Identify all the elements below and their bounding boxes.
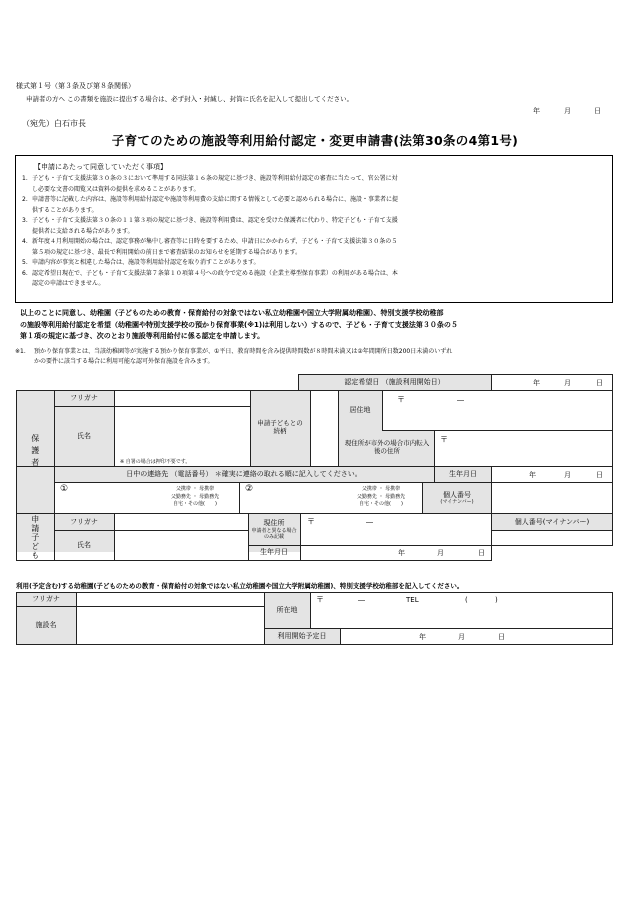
guardian-birth-year: 年 — [529, 471, 536, 479]
contact-2-type-options[interactable]: 父携帯 ・ 母携帯 父勤務先 ・ 母勤務先 自宅・その他( ) — [356, 486, 406, 507]
guardian-number-label: 個人番号 (マイナンバー) — [440, 490, 474, 506]
relation-label: 申請子どもとの続柄 — [257, 419, 303, 435]
desired-date-label: 認定希望日 （施設利用開始日） — [344, 377, 445, 386]
facility-furigana-field[interactable] — [77, 593, 264, 606]
facility-postal-dash: ― — [358, 596, 365, 604]
outside-city-label: 現住所が市外の場合市内転入後の住所 — [344, 439, 430, 455]
desired-date-month: 月 — [564, 379, 571, 387]
consent-item: 5. 申請内容が事実と相違した場合は、施設等利用給付認定を取り消すことがあります。 — [22, 259, 260, 266]
start-date-field[interactable] — [341, 629, 612, 644]
facility-tel-paren-close: ) — [495, 596, 498, 604]
start-date-label: 利用開始予定日 — [277, 631, 327, 640]
child-birth-label: 生年月日 — [260, 548, 288, 557]
child-number-label: 個人番号(マイナンバー) — [514, 517, 590, 526]
child-birth-year: 年 — [398, 549, 405, 557]
consent-item: 4. 新年度４月利用開始の場合は、認定事務が集中し審査等に日時を要するため、申請日にかかわらず、子ども・子育て支援法第３０条の５ 第５項の規定に基づき、最長で利用開始の前日まで審査結果のお知らせを延期する場合があります。 — [22, 238, 398, 256]
date-month: 月 — [564, 107, 571, 115]
instruction-text: 申請者の方へ この書類を施設に提出する場合は、必ず封入・封緘し、封筒に氏名を記入して提出してください。 — [26, 95, 354, 103]
addressee: （宛先）白石市長 — [22, 119, 86, 128]
start-date-year: 年 — [419, 633, 426, 641]
consent-item: 1. 子ども・子育て支援法第３０条の３において準用する同法第１６条の規定に基づき、施設等利用給付認定の審査に当たって、官公署に対 し必要な文書の閲覧又は資料の提供を求めることがあります。 — [22, 175, 398, 193]
desired-date-year: 年 — [533, 379, 540, 387]
child-postal-dash: ― — [366, 518, 373, 526]
guardian-label: 保護者 — [30, 434, 40, 470]
child-address-label: 現住所 申請者と異なる場合のみ記載 — [251, 519, 297, 540]
postal-mark-2: 〒 — [440, 435, 448, 444]
signature-note: ※ 自署の場合は押印不要です。 — [120, 459, 191, 465]
postal-dash: ― — [457, 396, 464, 404]
facility-header: 利用(予定含む)する幼稚園(子どものための教育・保育給付の対象ではない私立幼稚園や国立大学附属幼稚園)、特別支援学校幼稚部を記入してください。 — [16, 582, 464, 590]
facility-location-label: 所在地 — [276, 605, 298, 614]
address-label: 居住地 — [349, 405, 371, 414]
consent-heading: 【申請にあたって同意していただく事項】 — [34, 163, 167, 171]
start-date-day: 日 — [498, 633, 505, 641]
consent-item: 2. 申請書等に記載した内容は、施設等利用給付認定や施設等利用費の支給に関する情報として必要と認められる場合に、施設・事業者に提 供することがあります。 — [22, 196, 399, 214]
child-postal-mark: 〒 — [307, 517, 315, 526]
facility-furigana-label: フリガナ — [32, 594, 60, 603]
contact-1-type-options[interactable]: 父携帯 ・ 母携帯 父勤務先 ・ 母勤務先 自宅・その他( ) — [170, 486, 220, 507]
child-name-label: 氏名 — [77, 540, 91, 549]
date-year: 年 — [533, 107, 540, 115]
agreement-note: ※1. 預かり保育事業とは、当該幼稚園等が実施する預かり保育事業が、①平日、教育時間を含み提供時間数が８時間未満又は②年間開所日数200日未満のいずれ かの要件に該当する場合に利用可能な認可外保育施設を含みます。 — [15, 348, 453, 365]
facility-name-field[interactable] — [77, 607, 264, 644]
consent-item: 6. 認定希望日現在で、子ども・子育て支援法第７条第１０項第４号への政令で定める施設（企業主導型保育事業）の利用がある場合は、本 認定の申請はできません。 — [22, 269, 398, 287]
guardian-birth-label: 生年月日 — [449, 469, 477, 478]
postal-mark: 〒 — [397, 395, 405, 404]
child-furigana-label: フリガナ — [70, 517, 98, 526]
agreement-text: 以上のことに同意し、幼稚園（子どものための教育・保育給付の対象ではない私立幼稚園や国立大学附属幼稚園）、特別支援学校幼稚部 の施設等利用給付認定を希望（幼稚園や特別支援学校の預かり保育事業(※1)は利用しない）するので、子ども・子育て支援法第３０条の５ 第１項の規定に基づき、次のとおり施設等利用給付に係る認定を申請します。 — [20, 309, 458, 340]
child-label: 申請子ども — [30, 514, 40, 560]
facility-location-field[interactable] — [311, 593, 612, 628]
child-birth-day: 日 — [478, 549, 485, 557]
contact-2-number: ② — [245, 484, 254, 494]
facility-postal-mark: 〒 — [316, 595, 324, 604]
guardian-birth-day: 日 — [596, 471, 603, 479]
guardian-birth-month: 月 — [564, 471, 571, 479]
guardian-furigana-label: フリガナ — [70, 393, 98, 402]
form-title: 子育てのための施設等利用給付認定・変更申請書(法第30条の4第1号) — [111, 133, 519, 148]
date-day: 日 — [594, 107, 601, 115]
contact-1-number: ① — [60, 484, 69, 494]
daytime-contact-label: 日中の連絡先 （電話番号） ＊確実に連絡の取れる順に記入してください。 — [126, 469, 362, 478]
desired-date-day: 日 — [596, 379, 603, 387]
child-birth-month: 月 — [437, 549, 444, 557]
guardian-name-label: 氏名 — [77, 431, 91, 440]
start-date-month: 月 — [458, 633, 465, 641]
consent-item: 3. 子ども・子育て支援法第３０条の１１第３項の規定に基づき、施設等利用費は、認定を受けた保護者に代わり、特定子ども・子育て支援 提供者に支給される場合があります。 — [22, 217, 398, 235]
facility-tel-paren-open: ( — [465, 596, 468, 604]
facility-tel-label: TEL — [406, 596, 419, 604]
form-number: 様式第１号（第３条及び第８条関係） — [16, 82, 135, 90]
facility-name-label: 施設名 — [35, 620, 57, 629]
